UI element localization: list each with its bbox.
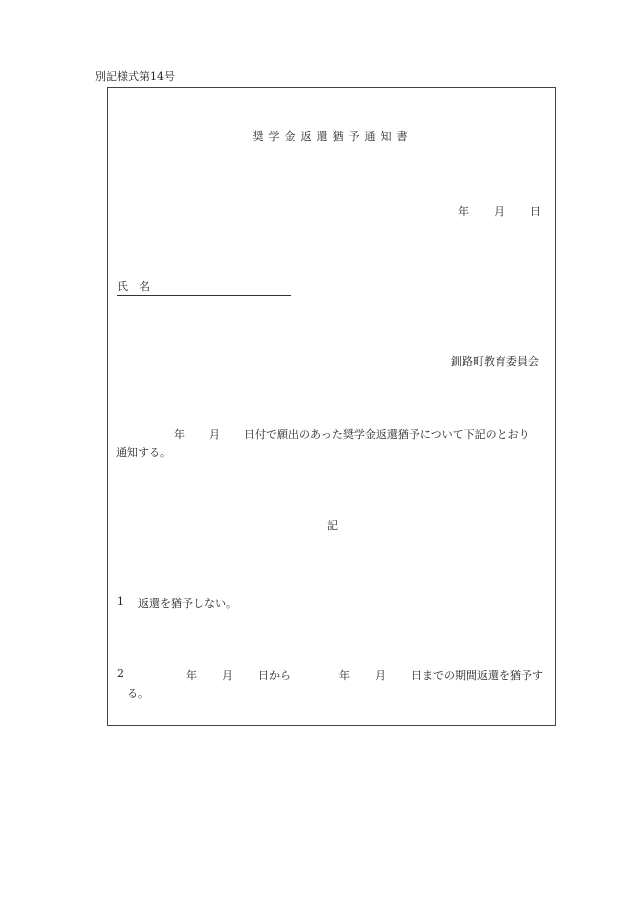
body-text: 日付で願出のあった奨学金返還猶予について下記のとおり bbox=[244, 428, 530, 441]
item2-to-text: 日までの期間返還を猶予す bbox=[411, 669, 543, 682]
issuer-name: 釧路町教育委員会 bbox=[451, 355, 539, 368]
body-text-line2: 通知する。 bbox=[116, 446, 171, 459]
body-month-label: 月 bbox=[209, 428, 220, 441]
name-label: 氏 名 bbox=[117, 280, 150, 293]
body-year-label: 年 bbox=[174, 428, 185, 441]
item2-from-day: 日から bbox=[258, 669, 291, 682]
item2-to-month: 月 bbox=[375, 669, 386, 682]
form-number-label: 別記様式第14号 bbox=[95, 70, 175, 83]
item1-number: 1 bbox=[117, 595, 124, 608]
notice-frame bbox=[107, 87, 556, 726]
date-day-label: 日 bbox=[530, 205, 541, 218]
item2-to-year: 年 bbox=[339, 669, 350, 682]
item2-text-line2: る。 bbox=[127, 687, 149, 700]
item2-number: 2 bbox=[117, 667, 124, 680]
document-title: 奨学金返還猶予通知書 bbox=[252, 130, 413, 143]
item2-from-year: 年 bbox=[186, 669, 197, 682]
recipient-name-field bbox=[117, 278, 291, 296]
date-year-label: 年 bbox=[458, 205, 469, 218]
item1-text: 返還を猶予しない。 bbox=[138, 597, 237, 610]
ki-heading: 記 bbox=[327, 519, 338, 532]
item2-from-month: 月 bbox=[222, 669, 233, 682]
date-month-label: 月 bbox=[494, 205, 505, 218]
